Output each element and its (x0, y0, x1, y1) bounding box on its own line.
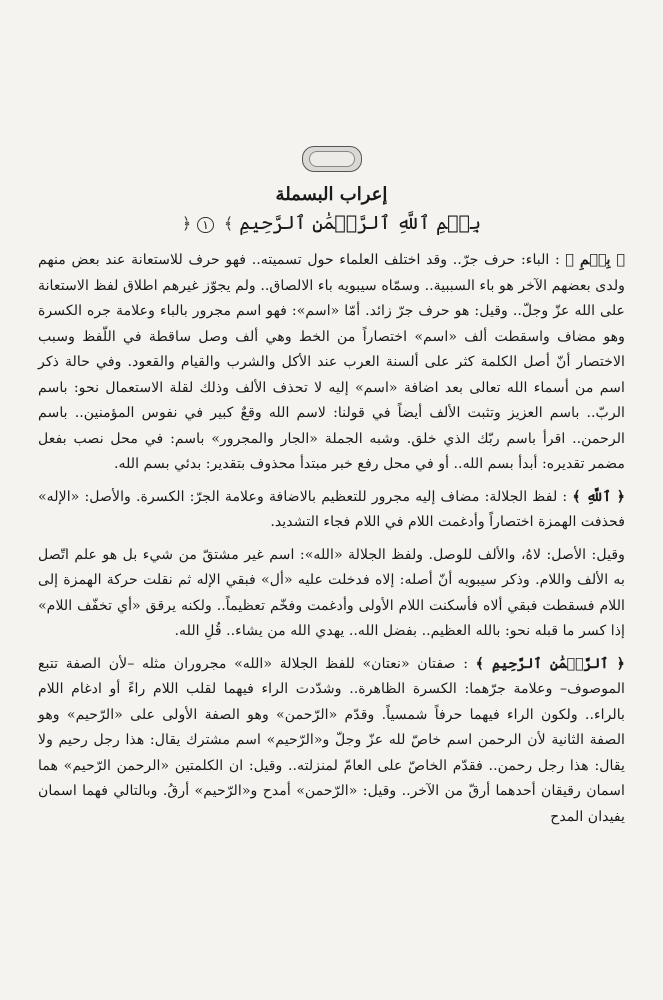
paragraph-origin (38, 543, 625, 645)
paragraph-key: ﴿ ٱللَّهِ ﴾ (572, 488, 626, 505)
ornament-frame-icon (302, 146, 362, 172)
page-title: إعراب البسملة (275, 184, 388, 205)
paragraph-text: وقيل: الأصل: لاهُ، والألف للوصل. ولفظ الجلالة «الله»: اسم غير مشتقّ من شيء بل هو علم اتّصل به الألف واللام. وذكر سيبويه أنّ أصله: إلاه فدخلت عليه «أل» فبقي الإله ثم نقلت حركة الهمزة إلى اللام فسقطت فبقي ألاه فأسكنت اللام الأولى وأدغمت وفخّم تعظيماً.. ولكنه يرقق «أي تخفّف اللام» إذا كسر ما قبله نحو: بالله العظيم.. بفضل الله.. يهدي الله من يشاء.. قُلِ الله. (38, 546, 625, 639)
paragraph-text: : صفتان «نعتان» للفظ الجلالة «الله» مجروران مثله –لأن الصفة تتبع الموصوف– وعلامة جرّهما: الكسرة الظاهرة.. وشدّدت الراء فيهما لقلب اللام راءً أو ادغام اللام بالراء.. ولكون الراء فيهما حرفاً شمسياً. وقدّم «الرّحمن» وهو الصفة الأولى على «الرّحيم» وهو الصفة الثانية لأن الرحمن اسم خاصّ لله عزّ وجلّ و«الرّحيم» اسم مشترك يقال: هذا رجل رحيم ولا يقال: هذا رجل رحمن.. فقدّم الخاصّ على العامّ لمنزلته.. وقيل: ان الكلمتين «الرحمن الرّحيم» هما اسمان رقيقان أحدهما أرقّ من الآخر.. وقيل: «الرّحمن» أمدح و«الرّحيم» أرقُ. وبالتالي فهما اسمان يفيدان المدح (38, 655, 625, 825)
paragraph-key: ﴿ ٱلرَّحۡمَٰنِ ٱلرَّحِيمِ ﴾ (475, 655, 625, 672)
verse-heading (0, 212, 663, 234)
paragraph-bism (38, 248, 625, 478)
paragraph-text: : الباء: حرف جرّ.. وقد اختلف العلماء حول تسميته.. فهو حرف للاستعانة عند بعض منهم ولدى بعضهم الآخر هو باء السببية.. وسمّاه سيبويه باء الالصاق.. ولم يجوّز غيرهم اطلاق لفظ الاستعانة على الله عزّ وجلّ.. وقيل: هو حرف جرّ زائد. أمّا «اسم»: فهو اسم مجرور بالباء وعلامة جره الكسرة وهو مضاف واسقطت ألف «اسم» اختصاراً من الخط وهي ألف وصل ساقطة في اللّفظ وسبب الاختصار أنّ أصل الكلمة كثر على ألسنة العرب عند الأكل والشرب والقيام والقعود. وفي حالة ذكر اسم من أسماء الله تعالى بعد اضافة «اسم» إليه لا تحذف الألف وذلك لقلة الاستعمال نحو: باسم الربّ.. باسم العزيز وتثبت الألف أيضاً في قولنا: لاسم الله وقعٌ كبير في نفوس المؤمنين.. باسم الرحمن.. اقرأ باسم ربّك الذي خلق. وشبه الجملة «الجار والمجرور» باسم: في محل نصب بفعل مضمر تقديره: أبدأ بسم الله.. أو في محل رفع خبر مبتدأ محذوف بتقدير: بدئي بسم الله. (38, 252, 625, 472)
paragraph-key: ﴿ بِسۡمِ ﴾ (565, 252, 626, 268)
body-text (38, 248, 625, 837)
paragraph-text: : لفظ الجلالة: مضاف إليه مجرور للتعظيم بالاضافة وعلامة الجرّ: الكسرة. والأصل: «الإله» فحذفت الهمزة اختصاراً وأدغمت اللام في اللام فجاء التشديد. (38, 488, 625, 530)
paragraph-rahman (38, 652, 625, 831)
brace-open-icon: ﴿ (181, 214, 192, 233)
verse-number: ١ (197, 217, 213, 233)
paragraph-allah (38, 485, 625, 536)
verse-text: بِسۡمِ ٱللَّهِ ٱلرَّحۡمَٰنِ ٱلرَّحِيمِ (239, 212, 482, 234)
brace-close-icon: ﴾ (223, 214, 234, 233)
